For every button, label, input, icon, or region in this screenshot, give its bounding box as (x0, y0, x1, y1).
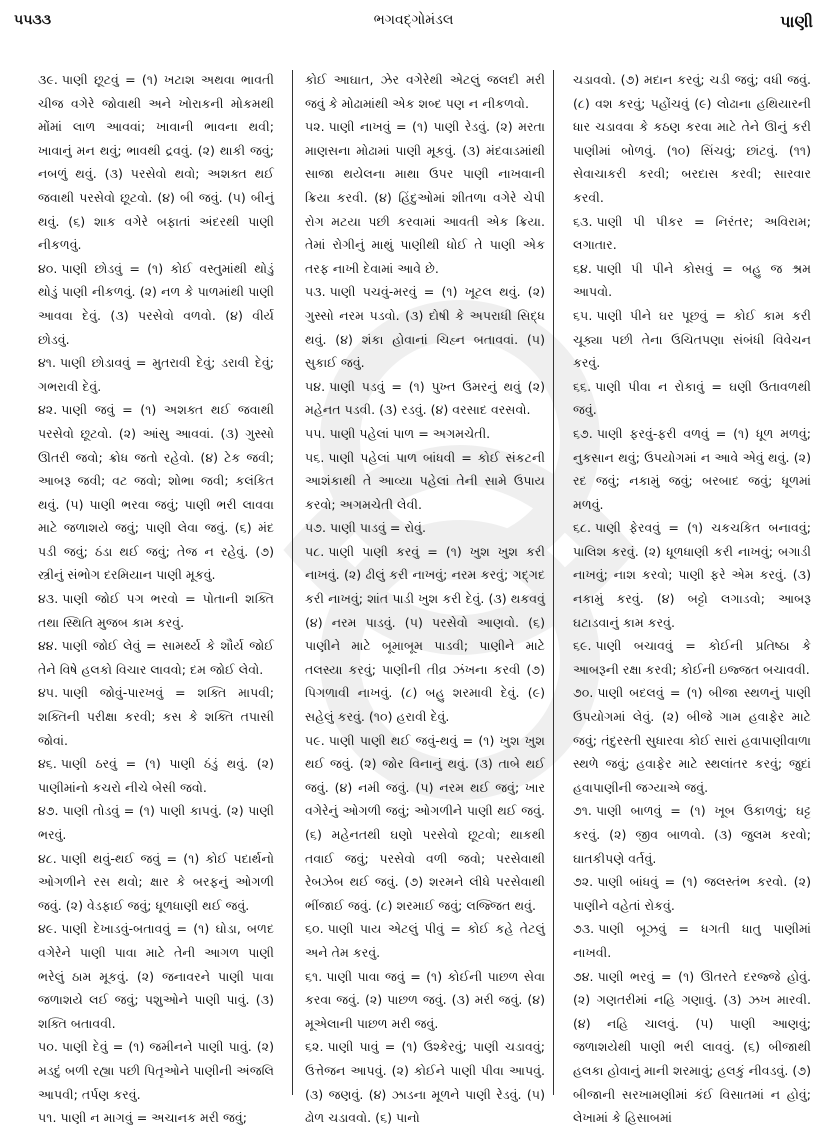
dictionary-entry: ૭૪. પાણી ભરવું = (૧) ઊતરતે દરજ્જે હોવું. (૨) ગણતરીમાં નહિ ગણાવું. (૩) ઝખ મારવી. (૪) નહિ ચાલવું. (૫) પાણી આણવું; જળાશયેથી પાણી ભરી લાવવું. (૬) બીજાથી હલકા હોવાનું માની શરમાવું; હલકું નીવડવું. (૭) બીજાની સરખામણીમાં કંઈ વિસાતમાં ન હોવું; લેખામાં કે હિસાબમાં (573, 968, 811, 1126)
dictionary-entry: ૫૮. પાણી પાણી કરવું = (૧) ખુશ ખુશ કરી નાખવું. (૨) ઢીલું કરી નાખવું; નરમ કરવું; ગદ્ગદ કરી નાખવું; શાંત પાડી ખુશ કરી દેવું. (૩) થકવવું (૪) નરમ પાડવું. (૫) પરસેવો આણવો. (૬) પાણીને માટે બૂમાબૂમ પાડવી; પાણીને માટે તલસ્યા કરવું; પાણીની તીવ્ર ઝંખના કરવી (૭) પિગળાવી નાખવું. (૮) બહુ શરમાવી દેવું. (૯) સહેલું કરવું. (૧૦) હરાવી દેવું. (305, 543, 545, 725)
dictionary-entry: ૫૭. પાણી પાડવું = રોવું. (305, 520, 426, 536)
dictionary-entry: ૫૦. પાણી દેવું = (૧) જમીનને પાણી પાવું. (૨) મડદું બળી રહ્યા પછી પિતૃઓને પાણીની અંજલિ આપવી; તર્પણ કરવું. (38, 1039, 274, 1102)
dictionary-entry: ૫૯. પાણી પાણી થઈ જવું-થવું = (૧) ખુશ ખુશ થઈ જવું. (૨) જોર વિનાનું થવું. (૩) તાબે થઈ જવું. (૪) નમી જવું. (૫) નરમ થઈ જવું; ખાર વગેરેનું ઓગળી જવું; ઓગળીને પાણી થઈ જવું. (૬) મહેનતથી ઘણો પરસેવો છૂટવો; થાકથી તવાઈ જવું; પરસેવો વળી જવો; પરસેવાથી રેબઝેબ થઈ જવું. (૭) શરમને લીધે પરસેવાથી ભીંજાઈ જવું. (૮) શરમાઈ જવું; લજ્જિત થવું. (305, 732, 545, 913)
dictionary-entry: ૭૨. પાણી બાંધવું = (૧) જલસ્તંભ કરવો. (૨) પાણીને વહેતાં રોકવું. (573, 874, 811, 913)
book-title: ભગવદ્ગોમંડલ (373, 12, 454, 28)
dictionary-entry: ૪૫. પાણી જોવું-પારખવું = શક્તિ માપવી; શક્તિની પરીક્ષા કરવી; કસ કે શક્તિ તપાસી જોવાં. (38, 685, 274, 748)
dictionary-entry: ૭૩. પાણી બૂઝવું = ધગતી ધાતુ પાણીમાં નાખવી. (573, 921, 811, 960)
dictionary-entry: ૬૮. પાણી ફેરવવું = (૧) ચકચકિત બનાવવું; પાલિશ કરવું. (૨) ધૂળધાણી કરી નાખવું; બગાડી નાખવું; નાશ કરવો; પાણી ફરે એમ કરવું. (૩) નકામું કરવું. (૪) બટ્ટો લગાડવો; આબરૂ ઘટાડવાનું કામ કરવું. (573, 520, 811, 630)
dictionary-entry: ૪૭. પાણી તોડવું = (૧) પાણી કાપવું. (૨) પાણી ભરવું. (38, 803, 274, 842)
column-divider (553, 70, 554, 1095)
dictionary-entry: ૫૩. પાણી પચવું-મરવું = (૧) ખૂટલ થવું. (૨) ગુસ્સો નરમ પડવો. (૩) દોષી કે અપરાધી સિદ્ધ થવું. (૪) શંકા હોવાનાં ચિહ્ન બતાવવાં. (૫) સુકાઈ જવું. (305, 284, 545, 371)
dictionary-entry: ૬૯. પાણી બચાવવું = કોઈની પ્રતિષ્ઠા કે આબરૂની રક્ષા કરવી; કોઈની ઇજ્જત બચાવવી. (573, 638, 811, 677)
dictionary-entry: ૫૬. પાણી પહેલાં પાળ બાંધવી = કોઈ સંકટની આશંકાથી તે આવ્યા પહેલાં તેની સામે ઉપાય કરવો; અગમચેતી લેવી. (305, 449, 545, 512)
dictionary-entry: ૪૮. પાણી થવું-થઈ જવું = (૧) કોઈ પદાર્થનો ઓગળીને રસ થવો; ક્ષાર કે બરફનું ઓગળી જવું. (૨) વેડફાઈ જવું; ધૂળધાણી થઈ જવું. (38, 850, 274, 913)
dictionary-entry-continuation: ચડાવવો. (૭) મદાન કરવું; ચડી જવું; વધી જવું. (૮) વશ કરવું; પહોંચવું (૯) લોઢાના હથિયારની ધાર ચડાવવા કે કઠણ કરવા માટે તેને ઊનું કરી પાણીમાં બોળવું. (૧૦) સિંચવું; છાંટવું. (૧૧) સેવાચાકરી કરવી; બરદાસ કરવી; સારવાર કરવી. (573, 72, 811, 205)
dictionary-entry: ૬૬. પાણી પીવા ન રોકાવું = ઘણી ઉતાવળથી જવું. (573, 378, 811, 418)
column-2 (305, 68, 545, 1130)
dictionary-entry: ૪૯. પાણી દેખાડવું-બતાવવું = (૧) ઘોડા, બળદ વગેરેને પાણી પાવા માટે તેની આગળ પાણી ભરેલું ઠામ મૂકવું. (૨) જનાવરને પાણી પાવા જળાશયે લઈ જવું; પશુઓને પાણી પાવું. (૩) શક્તિ બતાવવી. (38, 921, 274, 1031)
column-3 (573, 68, 811, 1130)
dictionary-entry: ૪૩. પાણી જોઈ પગ ભરવો = પોતાની શક્તિ તથા સ્થિતિ મુજબ કામ કરવું. (38, 591, 274, 630)
dictionary-entry: ૭૧. પાણી બાળવું = (૧) ખૂબ ઉકાળવું; ઘટ્ટ કરવું. (૨) જીવ બાળવો. (૩) જુલમ કરવો; ઘાતકીપણે વર્તવું. (573, 803, 811, 866)
dictionary-entry: ૬૦. પાણી પાય એટલું પીવું = કોઈ કહે તેટલું અને તેમ કરવું. (305, 921, 545, 960)
dictionary-entry: ૬૭. પાણી ફરવું-ફરી વળવું = (૧) ધૂળ મળવું; નુકસાન થવું; ઉપયોગમાં ન આવે એવું થવું. (૨) રદ જવું; નકામું જવું; બરબાદ જવું; ધૂળમાં મળવું. (573, 425, 811, 512)
dictionary-entry: ૩૯. પાણી છૂટવું = (૧) ખટાશ અથવા ભાવતી ચીજ વગેરે જોવાથી અને ખોરાકની મોકમથી મોંમાં લાળ આવવાં; ખાવાની ભાવના થવી; ખાવાનું મન થવું; ભાવથી દ્રવવું. (૨) થાકી જવું; નબળું થવું. (૩) પરસેવો થવો; અશક્ત થઈ જવાથી પરસેવો છૂટવો. (૪) બી જવું. (૫) બીનું થવું. (૬) શાક વગેરે બફાતાં અંદરથી પાણી નીકળવું. (38, 72, 274, 253)
dictionary-entry: ૪૦. પાણી છોડવું = (૧) કોઈ વસ્તુમાંથી થોડું થોડું પાણી નીકળવું. (૨) નળ કે પાળમાંથી પાણી આવવા દેવું. (૩) પરસેવો વળવો. (૪) વીર્ય છોડવું. (38, 260, 274, 347)
dictionary-entry: ૪૬. પાણી ઠરવું = (૧) પાણી ઠંડું થવું. (૨) પાણીમાંનો કચરો નીચે બેસી જવો. (38, 756, 274, 795)
dictionary-entry: ૬૧. પાણી પાવા જવું = (૧) કોઈની પાછળ સેવા કરવા જવું. (૨) પાછળ જવું. (૩) મરી જવું. (૪) મૂએલાની પાછળ મરી જવું. (305, 968, 545, 1031)
dictionary-entry: ૪૪. પાણી જોઈ લેવું = સામર્થ્ય કે શૌર્ય જોઈ તેને વિષે હલકો વિચાર લાવવો; દમ જોઈ લેવો. (38, 638, 274, 677)
dictionary-entry: ૬૪. પાણી પી પીને કોસવું = બહુ જ શ્રમ આપવો. (573, 260, 811, 300)
dictionary-entry: ૪૨. પાણી જવું = (૧) અશક્ત થઈ જવાથી પરસેવો છૂટવો. (૨) આંસુ આવવાં. (૩) ગુસ્સો ઊતરી જવો; ક્રોધ જતો રહેવો. (૪) ટેક જવી; આબરૂ જવી; વટ જવો; શોભા જવી; કલંકિત થવું. (૫) પાણી ભરવા જવું; પાણી ભરી લાવવા માટે જળાશયે જવું; પાણી લેવા જવું. (૬) મંદ પડી જવું; ઠંડા થઈ જવું; તેજ ન રહેવું. (૭) સ્ત્રીનું સંભોગ દરમિયાન પાણી મૂકવું. (38, 402, 274, 583)
column-divider (292, 70, 293, 1095)
dictionary-entry: ૬૨. પાણી પાવું = (૧) ઉશ્કેરવું; પાણી ચડાવવું; ઉત્તેજન આપવું. (૨) કોઈને પાણી પીવા આપવું. (૩) જણવું. (૪) ઝાડના મૂળને પાણી રેડવું. (૫) ઢોળ ચડાવવો. (૬) પાનો (305, 1039, 545, 1126)
headword: પાણી (780, 12, 813, 31)
dictionary-entry-continuation: કોઈ આઘાત, ઝેર વગેરેથી એટલું જલદી મરી જવું કે મોઢામાંથી એક શબ્દ પણ ન નીકળવો. (305, 72, 545, 111)
page-header (14, 12, 813, 34)
dictionary-entry: ૫૧. પાણી ન માગવું = અચાનક મરી જવું; (38, 1110, 247, 1126)
dictionary-entry: ૭૦. પાણી બદલવું = (૧) બીજા સ્થળનું પાણી ઉપયોગમાં લેવું. (૨) બીજે ગામ હવાફેર માટે જવું; તંદુરસ્તી સુધારવા કોઈ સારાં હવાપાણીવાળા સ્થળે જવું; હવાફેર માટે સ્થલાંતર કરવું; જુદાં હવાપાણીની જગ્યાએ જવું. (573, 685, 811, 795)
column-1 (38, 68, 274, 1130)
dictionary-entry: ૫૨. પાણી નાખવું = (૧) પાણી રેડવું. (૨) મરતા માણસના મોઢામાં પાણી મૂકવું. (૩) મંદવાડમાંથી સાજા થયેલના માથા ઉપર પાણી નાખવાની ક્રિયા કરવી. (૪) હિંદુઓમાં શીતળા વગેરે ચેપી રોગ મટયા પછી કરવામાં આવતી એક ક્રિયા. તેમાં રોગીનું માથું પાણીથી ધોઈ તે પાણી એક તરફ નાખી દેવામાં આવે છે. (305, 119, 545, 276)
dictionary-entry: ૫૪. પાણી પડવું = (૧) પુખ્ત ઉમરનું થવું (૨) મહેનત પડવી. (૩) રડવું. (૪) વરસાદ વરસવો. (305, 378, 545, 418)
dictionary-entry: ૬૩. પાણી પી પીકર = નિરંતર; અવિરામ; લગાતાર. (573, 213, 811, 253)
dictionary-entry: ૫૫. પાણી પહેલાં પાળ = અગમચેતી. (305, 425, 491, 441)
dictionary-entry: ૪૧. પાણી છોડાવવું = મુતરાવી દેવું; ડરાવી દેવું; ગભરાવી દેવું. (38, 355, 274, 394)
dictionary-entry: ૬૫. પાણી પીને ઘર પૂછવું = કોઈ કામ કરી ચૂક્યા પછી તેના ઉચિતપણા સંબંધી વિવેચન કરવું. (573, 307, 811, 371)
page-number: ૫૫૩૩ (14, 12, 52, 28)
